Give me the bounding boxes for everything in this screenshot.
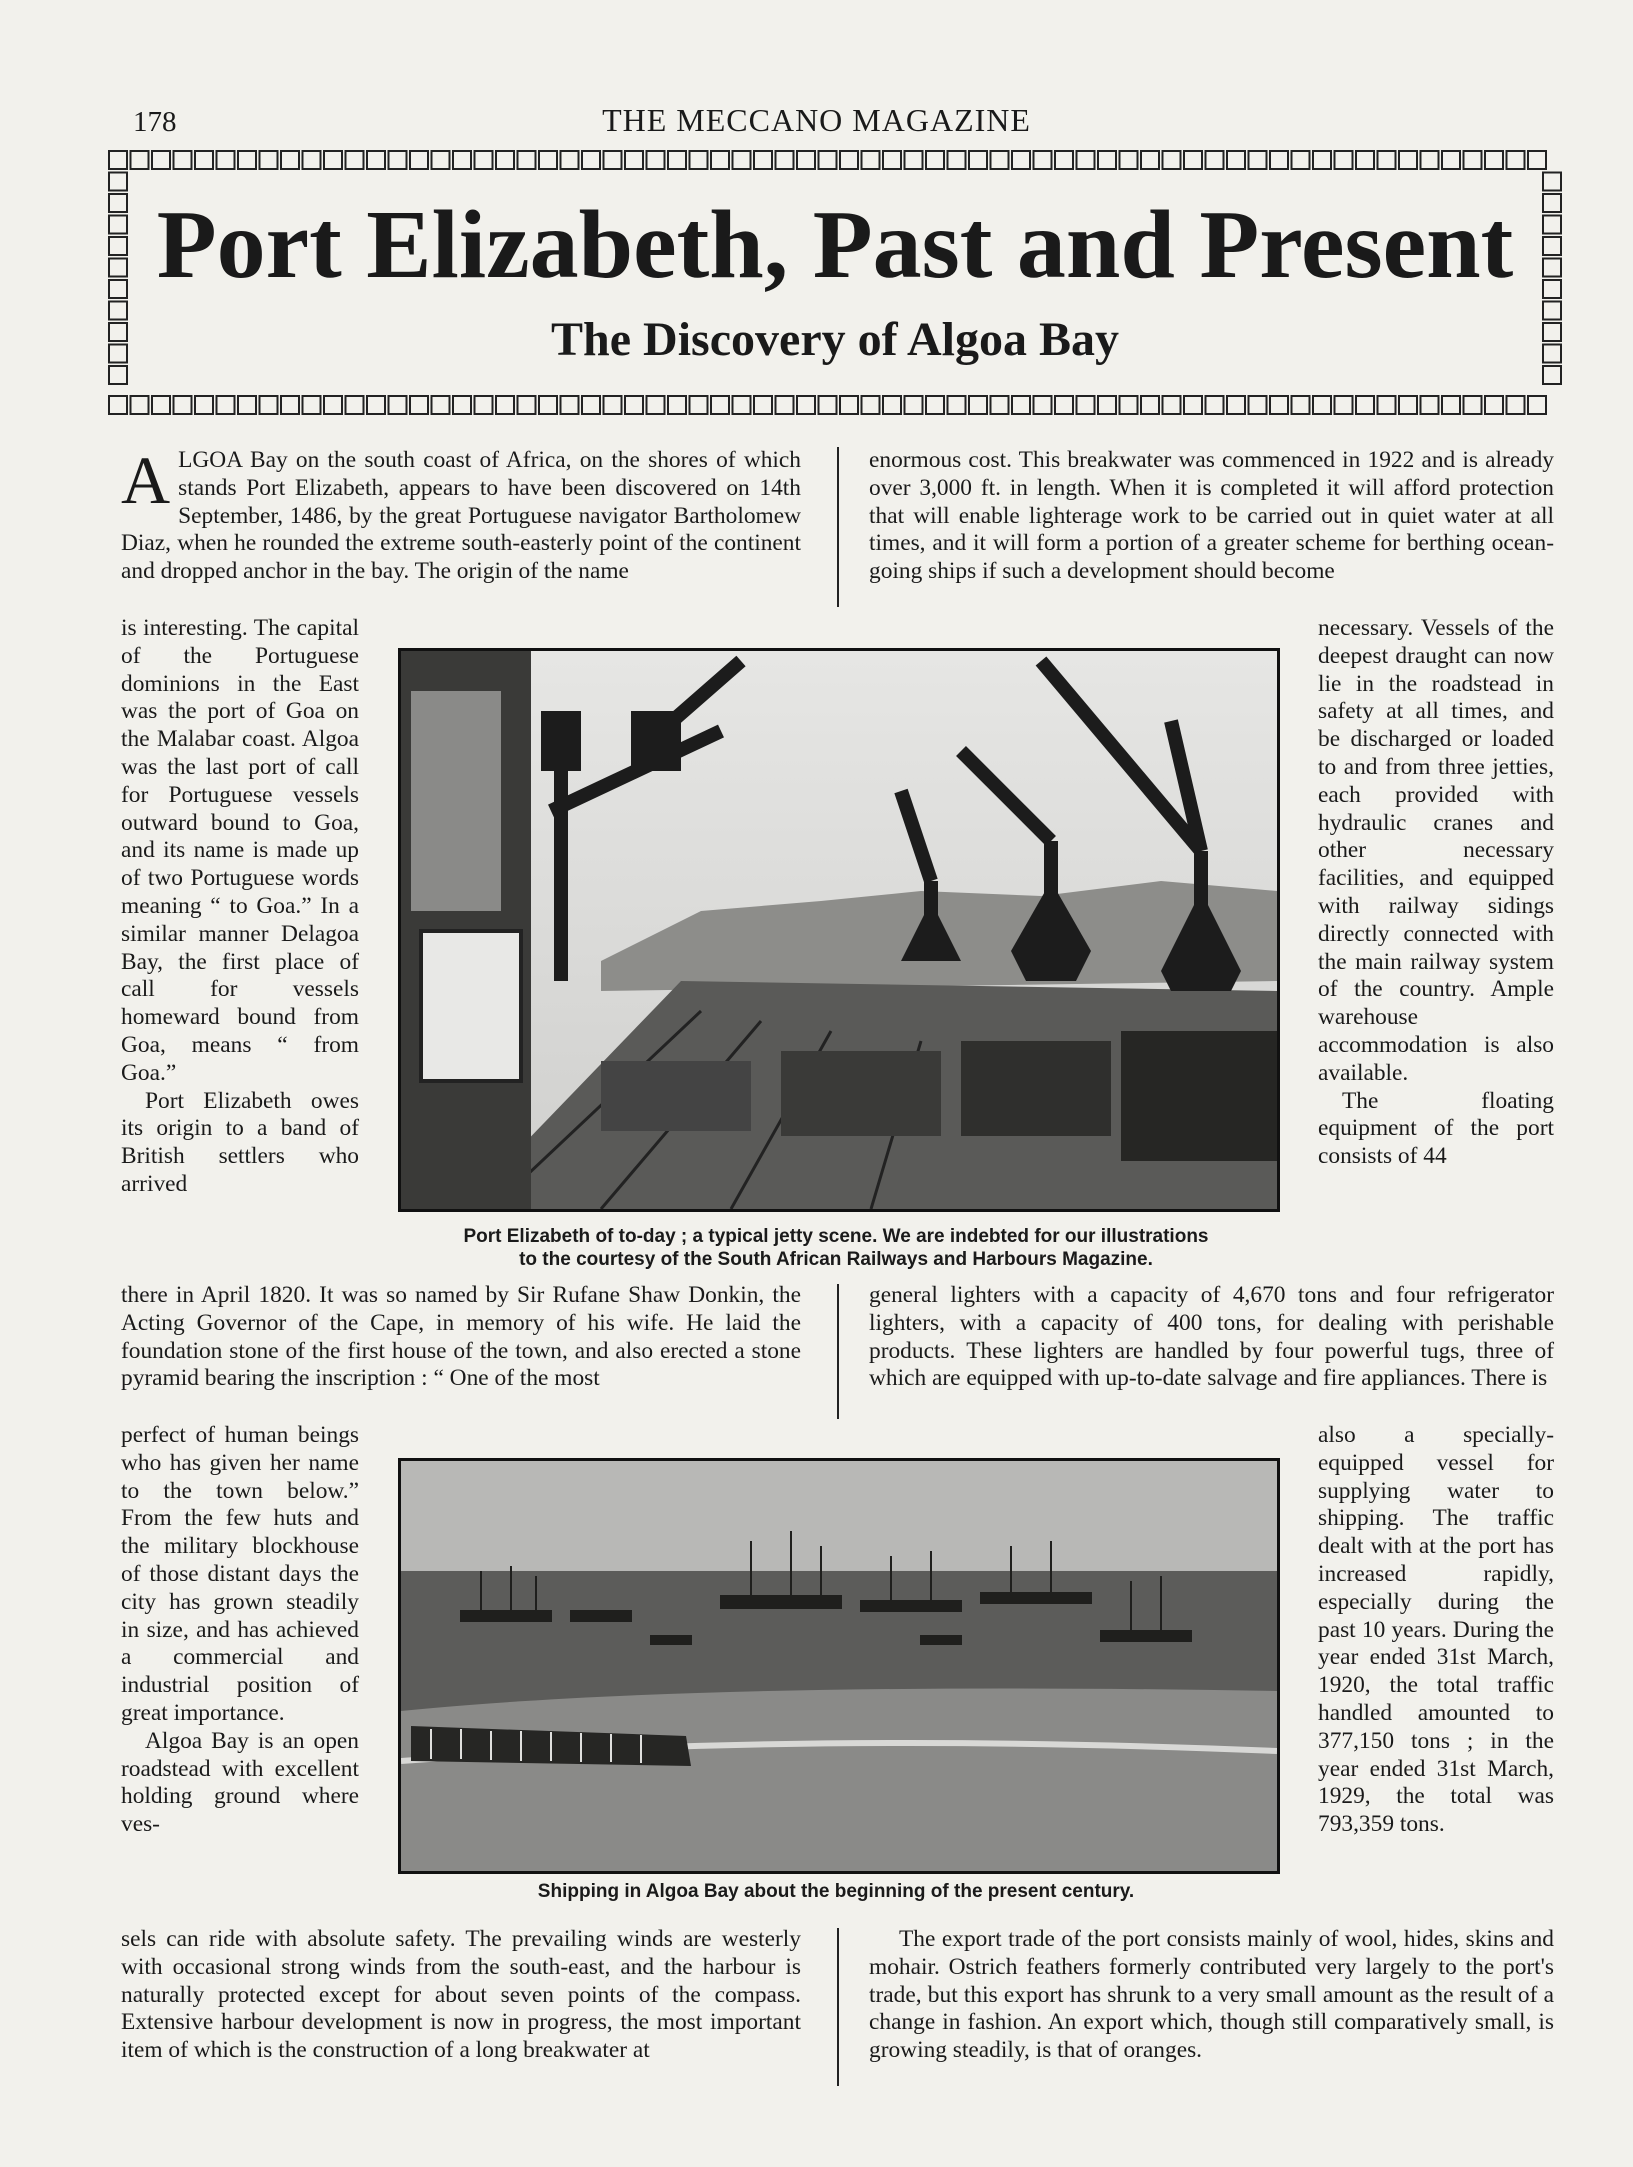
right-bottom-paragraph bbox=[869, 1926, 1554, 2065]
border-square bbox=[453, 396, 471, 414]
border-square bbox=[604, 396, 622, 414]
border-square bbox=[754, 151, 772, 169]
border-square bbox=[539, 151, 557, 169]
border-square bbox=[1292, 396, 1310, 414]
border-square bbox=[819, 396, 837, 414]
border-square bbox=[453, 151, 471, 169]
border-square bbox=[905, 151, 923, 169]
border-square bbox=[840, 396, 858, 414]
border-square bbox=[346, 396, 364, 414]
border-square bbox=[1077, 151, 1095, 169]
border-square bbox=[131, 151, 149, 169]
border-square bbox=[1055, 396, 1073, 414]
border-square bbox=[1249, 396, 1267, 414]
border-square bbox=[776, 396, 794, 414]
border-square bbox=[217, 396, 235, 414]
border-square bbox=[539, 396, 557, 414]
left-narrow-paragraph-1 bbox=[121, 615, 359, 1199]
border-square bbox=[905, 396, 923, 414]
border-square bbox=[1227, 396, 1245, 414]
border-square bbox=[883, 151, 901, 169]
column-rule bbox=[837, 1928, 839, 2086]
drop-cap: A bbox=[121, 442, 171, 518]
border-square bbox=[152, 151, 170, 169]
border-square bbox=[109, 173, 127, 191]
border-square bbox=[733, 396, 751, 414]
page-number: 178 bbox=[133, 106, 177, 138]
border-square bbox=[303, 151, 321, 169]
border-square bbox=[1184, 151, 1202, 169]
border-square bbox=[1507, 396, 1525, 414]
left-bottom-text: sels can ride with absolute safety. The prevailing winds are westerly with occasional strong winds from the south-east, and the harbour is naturally protected except for about seven points of the compass. Extensive harbour development is now in progress, the most important item of which is the construction of a long breakwater at bbox=[121, 1926, 801, 2064]
border-square bbox=[195, 151, 213, 169]
border-square bbox=[1227, 151, 1245, 169]
border-square bbox=[1528, 396, 1546, 414]
border-square bbox=[1141, 396, 1159, 414]
border-square bbox=[1163, 151, 1181, 169]
border-square bbox=[862, 396, 880, 414]
border-square bbox=[303, 396, 321, 414]
border-square bbox=[1421, 151, 1439, 169]
border-square bbox=[367, 151, 385, 169]
border-square bbox=[1485, 151, 1503, 169]
jetty-scene-image bbox=[401, 651, 1277, 1209]
border-square bbox=[281, 396, 299, 414]
border-square bbox=[1055, 151, 1073, 169]
left-narrow-paragraph-2 bbox=[121, 1422, 359, 1839]
jetty-photo bbox=[398, 648, 1280, 1212]
border-square bbox=[604, 151, 622, 169]
border-square bbox=[1313, 151, 1331, 169]
border-square bbox=[582, 151, 600, 169]
right-narrow-paragraph-1 bbox=[1318, 615, 1554, 1171]
border-square bbox=[131, 396, 149, 414]
border-square bbox=[1206, 151, 1224, 169]
border-square bbox=[969, 151, 987, 169]
border-square bbox=[1399, 151, 1417, 169]
border-square bbox=[195, 396, 213, 414]
column-rule bbox=[837, 1284, 839, 1419]
photo1-caption bbox=[398, 1225, 1274, 1271]
border-square bbox=[1270, 151, 1288, 169]
border-square bbox=[324, 151, 342, 169]
border-square bbox=[1378, 396, 1396, 414]
left-narrow-text-4: Algoa Bay is an open roadstead with excellent holding ground where ves- bbox=[121, 1727, 359, 1838]
border-square bbox=[1184, 396, 1202, 414]
border-square bbox=[969, 396, 987, 414]
border-square bbox=[1485, 396, 1503, 414]
article-title: Port Elizabeth, Past and Present bbox=[156, 191, 1514, 299]
right-narrow-text-1: necessary. Vessels of the deepest draught can now lie in the roadstead in safety at all times, and be discharged or loaded to and from three jetties, each provided with hydraulic cranes and other necessary facilities, and equipped with railway sidings directly connected with the main railway system of the country. Ample warehouse accommodation is also available. bbox=[1318, 615, 1554, 1086]
border-square bbox=[668, 396, 686, 414]
border-square bbox=[926, 151, 944, 169]
border-square bbox=[518, 151, 536, 169]
border-square bbox=[1120, 396, 1138, 414]
border-square bbox=[1141, 151, 1159, 169]
border-square bbox=[1507, 151, 1525, 169]
border-square bbox=[410, 151, 428, 169]
border-square bbox=[862, 151, 880, 169]
border-square bbox=[1034, 151, 1052, 169]
border-square bbox=[475, 396, 493, 414]
border-square bbox=[1098, 151, 1116, 169]
left-mid-paragraph bbox=[121, 1282, 801, 1393]
border-square bbox=[1356, 396, 1374, 414]
border-square bbox=[711, 396, 729, 414]
border-square bbox=[797, 151, 815, 169]
magazine-title: THE MECCANO MAGAZINE bbox=[602, 102, 1031, 138]
border-square bbox=[432, 396, 450, 414]
border-square bbox=[410, 396, 428, 414]
border-square bbox=[1098, 396, 1116, 414]
border-square bbox=[109, 151, 127, 169]
photo1-caption-line1: Port Elizabeth of to-day ; a typical jetty scene. We are indebted for our illustrations bbox=[463, 1226, 1209, 1247]
column-rule bbox=[837, 447, 839, 607]
border-square bbox=[625, 396, 643, 414]
border-square bbox=[1120, 151, 1138, 169]
border-square bbox=[1464, 396, 1482, 414]
right-narrow-text-2: The floating equipment of the port consists of 44 bbox=[1318, 1087, 1554, 1170]
border-square bbox=[883, 396, 901, 414]
border-square bbox=[754, 396, 772, 414]
border-square bbox=[1356, 151, 1374, 169]
border-square bbox=[926, 396, 944, 414]
border-square bbox=[1464, 151, 1482, 169]
border-square bbox=[647, 151, 665, 169]
border-square bbox=[238, 396, 256, 414]
right-mid-text: general lighters with a capacity of 4,670 tons and four refrigerator lighters, with a capacity of 400 tons, for dealing with perishable products. These lighters are handled by four powerful tugs, three of which are equipped with up-to-date salvage and fire appliances. There is bbox=[869, 1282, 1554, 1392]
right-narrow-paragraph-2 bbox=[1318, 1422, 1554, 1839]
border-square bbox=[1270, 396, 1288, 414]
border-square bbox=[1163, 396, 1181, 414]
left-bottom-paragraph bbox=[121, 1926, 801, 2065]
border-square bbox=[840, 151, 858, 169]
left-mid-text: there in April 1820. It was so named by Sir Rufane Shaw Donkin, the Acting Governor of the Cape, in memory of his wife. He laid the foundation stone of the first house of the town, and also erected a stone pyramid bearing the inscription : “ One of the most bbox=[121, 1282, 801, 1392]
right-narrow-text-3: also a specially-equipped vessel for supplying water to shipping. The traffic dealt with at the port has increased rapidly, especially during the past 10 years. During the year ended 31st March, 1920, the total traffic handled amounted to 377,150 tons ; in the year ended 31st March, 1929, the total was 793,359 tons. bbox=[1318, 1422, 1554, 1838]
border-square bbox=[582, 396, 600, 414]
border-square bbox=[1292, 151, 1310, 169]
border-square bbox=[1313, 396, 1331, 414]
border-square bbox=[1206, 396, 1224, 414]
shipping-photo bbox=[398, 1458, 1280, 1874]
border-square bbox=[948, 151, 966, 169]
border-square bbox=[647, 396, 665, 414]
border-square bbox=[496, 151, 514, 169]
article-subtitle: The Discovery of Algoa Bay bbox=[551, 313, 1119, 366]
left-narrow-text-1: is interesting. The capital of the Portuguese dominions in the East was the port of Goa on the Malabar coast. Algoa was the last port of call for Portuguese vessels outward bound to Goa, and its name is made up of two Portuguese words meaning “ to Goa.” In a similar manner Delagoa Bay, the first place of call for vessels homeward bound from Goa, means “ from Goa.” bbox=[121, 615, 359, 1086]
border-square bbox=[1442, 151, 1460, 169]
border-square bbox=[625, 151, 643, 169]
border-square bbox=[432, 151, 450, 169]
border-square bbox=[346, 151, 364, 169]
border-square bbox=[690, 151, 708, 169]
border-square bbox=[1034, 396, 1052, 414]
border-square bbox=[152, 396, 170, 414]
border-square bbox=[1335, 396, 1353, 414]
border-square bbox=[174, 396, 192, 414]
border-square bbox=[991, 396, 1009, 414]
border-square bbox=[174, 151, 192, 169]
border-square bbox=[776, 151, 794, 169]
border-square bbox=[711, 151, 729, 169]
border-square bbox=[260, 151, 278, 169]
border-square bbox=[561, 396, 579, 414]
right-bottom-text: The export trade of the port consists mainly of wool, hides, skins and mohair. Ostrich feathers formerly contributed very largely to the port's trade, but this export has shrunk to a very small amount as the result of a change in fashion. An export which, though still comparatively small, is growing steadily, is that of oranges. bbox=[869, 1926, 1554, 2064]
border-square bbox=[991, 151, 1009, 169]
border-square bbox=[1399, 396, 1417, 414]
right-mid-paragraph bbox=[869, 1282, 1554, 1393]
border-square bbox=[948, 396, 966, 414]
left-top-text: LGOA Bay on the south coast of Africa, on the shores of which stands Port Elizabeth, appears to have been discovered on 14th September, 1486, by the great Portuguese navigator Bartholomew Diaz, when he rounded the extreme south-easterly point of the continent and dropped anchor in the bay. The origin of the name bbox=[121, 447, 801, 585]
border-square bbox=[281, 151, 299, 169]
photo1-caption-line2: to the courtesy of the South African Railways and Harbours Magazine. bbox=[519, 1249, 1153, 1270]
border-square bbox=[475, 151, 493, 169]
right-top-paragraph bbox=[869, 447, 1554, 586]
border-square bbox=[1077, 396, 1095, 414]
border-square bbox=[1012, 151, 1030, 169]
left-narrow-text-2: Port Elizabeth owes its origin to a band of British settlers who arrived bbox=[121, 1087, 359, 1197]
left-narrow-text-3: perfect of human beings who has given her name to the town below.” From the few huts and the military blockhouse of those distant days the city has grown steadily in size, and has achieved a commercial and industrial position of great importance. bbox=[121, 1422, 359, 1726]
border-square bbox=[389, 151, 407, 169]
border-square bbox=[260, 396, 278, 414]
border-square bbox=[324, 396, 342, 414]
border-square bbox=[1528, 151, 1546, 169]
border-square bbox=[1543, 173, 1561, 191]
border-square bbox=[733, 151, 751, 169]
algoa-bay-ships-image bbox=[401, 1461, 1277, 1871]
border-square bbox=[496, 396, 514, 414]
border-square bbox=[690, 396, 708, 414]
border-square bbox=[1249, 151, 1267, 169]
border-square bbox=[561, 151, 579, 169]
border-square bbox=[1335, 151, 1353, 169]
border-square bbox=[797, 396, 815, 414]
border-square bbox=[1012, 396, 1030, 414]
left-top-paragraph bbox=[121, 442, 801, 586]
border-square bbox=[668, 151, 686, 169]
right-top-text: enormous cost. This breakwater was commenced in 1922 and is already over 3,000 ft. in length. When it is completed it will afford protection that will enable lighterage work to be carried out in quiet water at all times, and it will form a portion of a greater scheme for berthing ocean-going ships if such a development should become bbox=[869, 447, 1554, 585]
border-square bbox=[1442, 396, 1460, 414]
border-square bbox=[1421, 396, 1439, 414]
border-square bbox=[238, 151, 256, 169]
border-square bbox=[389, 396, 407, 414]
border-square bbox=[819, 151, 837, 169]
border-square bbox=[367, 396, 385, 414]
photo2-caption: Shipping in Algoa Bay about the beginning of the present century. bbox=[537, 1881, 1135, 1902]
border-square bbox=[518, 396, 536, 414]
border-square bbox=[109, 396, 127, 414]
border-square bbox=[217, 151, 235, 169]
border-square bbox=[1378, 151, 1396, 169]
